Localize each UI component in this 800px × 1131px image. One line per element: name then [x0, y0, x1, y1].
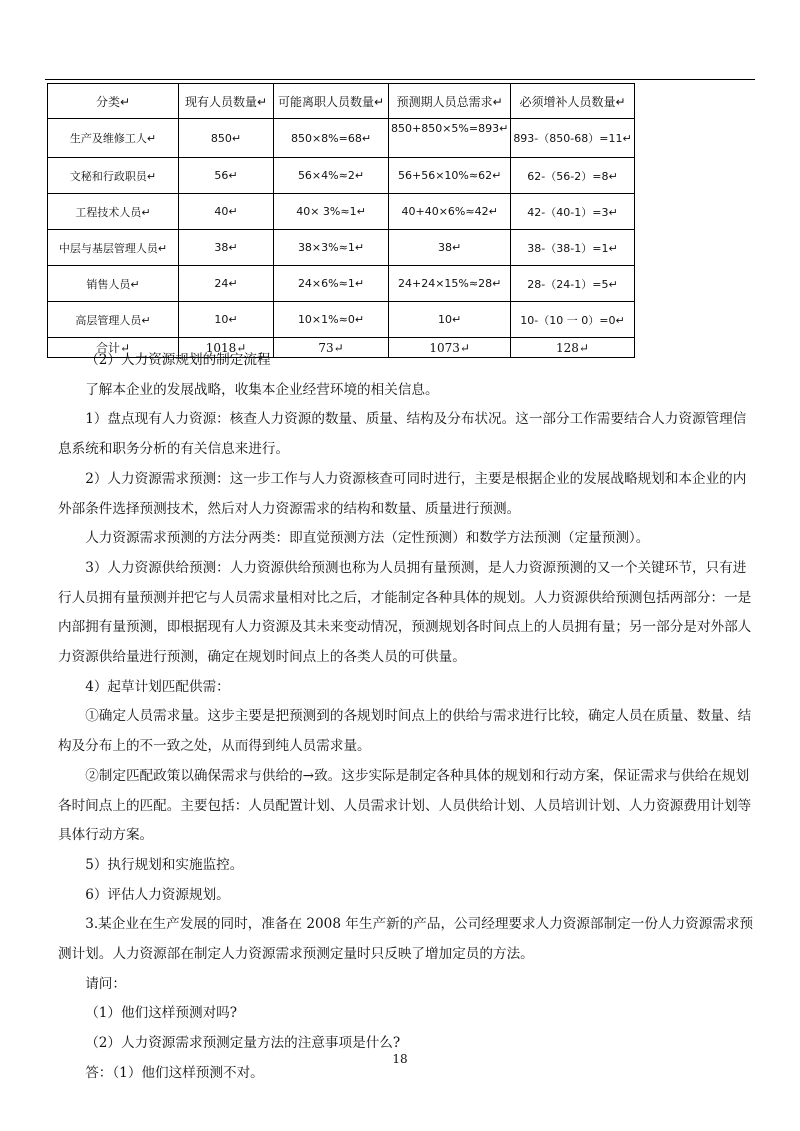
table-cell: 中层与基层管理人员↵: [48, 230, 179, 266]
table-row: [48, 194, 635, 230]
table-cell: 高层管理人员↵: [48, 302, 179, 338]
paragraph: （1）他们这样预测对吗?: [85, 1005, 238, 1022]
header-category: 分类↵: [48, 84, 179, 119]
paragraph: 1）盘点现有人力资源：核查人力资源的数量、质量、结构及分布状况。这一部分工作需要结合人力资源管理信息系统和职务分析的有关信息来进行。: [58, 411, 747, 458]
table-cell: 38-（38-1）=1↵: [511, 230, 634, 266]
header-current: 现有人员数量↵: [179, 84, 274, 119]
paragraph: （2）人力资源规划的制定流程: [85, 352, 271, 368]
total-label: 合计↵: [48, 338, 179, 358]
table-header-row: [48, 84, 635, 119]
table-cell: 38↵: [389, 230, 511, 266]
table-cell: 850×8%=68↵: [274, 119, 389, 158]
table-cell: 40+40×6%≈42↵: [389, 194, 511, 230]
total-demand: 1073↵: [389, 338, 511, 358]
staffing-table: [47, 83, 635, 358]
table-row: [48, 266, 635, 302]
table-row: [48, 119, 635, 158]
table-cell: 24↵: [179, 266, 274, 302]
paragraph: ①确定人员需求量。这步主要是把预测到的各规划时间点上的供给与需求进行比较，确定人员在质量、数量、结构及分布上的不一致之处，从而得到纯人员需求量。: [58, 708, 752, 755]
table-cell: 56+56×10%≈62↵: [389, 158, 511, 194]
table-cell: 40× 3%≈1↵: [274, 194, 389, 230]
paragraph: 3.某企业在生产发展的同时，准备在 2008 年生产新的产品，公司经理要求人力资源部制定一份人力资源需求预测计划。人力资源部在制定人力资源需求预测定量时只反映了增加定员的方法。: [58, 916, 754, 963]
paragraph: 答：（1）他们这样预测不对。: [85, 1064, 264, 1081]
table-cell: 850+850×5%=893↵: [389, 119, 511, 158]
table-cell: 24+24×15%≈28↵: [389, 266, 511, 302]
total-supplement: 128↵: [511, 338, 634, 358]
table-cell: 56↵: [179, 158, 274, 194]
total-current: 1018↵: [179, 338, 274, 358]
table-cell: 28-（24-1）=5↵: [511, 266, 634, 302]
table-row: [48, 158, 635, 194]
table-cell: 工程技术人员↵: [48, 194, 179, 230]
paragraph: 6）评估人力资源规划。: [85, 886, 230, 903]
table-cell: 10×1%≈0↵: [274, 302, 389, 338]
header-leaving: 可能离职人员数量↵: [274, 84, 389, 119]
table-cell: 生产及维修工人↵: [48, 119, 179, 158]
table-cell: 62-（56-2）=8↵: [511, 158, 634, 194]
page-number: 18: [392, 1052, 408, 1066]
body-text: [58, 346, 758, 1089]
paragraph: 了解本企业的发展战略，收集本企业经营环境的相关信息。: [85, 381, 439, 398]
paragraph: ②制定匹配政策以确保需求与供给的→致。这步实际是制定各种具体的规划和行动方案，保证需求与供给在规划各时间点上的匹配。主要包括：人员配置计划、人员需求计划、人员供给计划、人员培训计划、人力资源费用计划等具体行动方案。: [58, 767, 752, 844]
table-cell: 893-（850-68）=11↵: [511, 119, 634, 158]
table-cell: 24×6%≈1↵: [274, 266, 389, 302]
header-supplement: 必须增补人员数量↵: [511, 84, 634, 119]
paragraph: （2）人力资源需求预测定量方法的注意事项是什么?: [85, 1035, 401, 1052]
header-demand: 预测期人员总需求↵: [389, 84, 511, 119]
table-cell: 10-（10 一 0）=0↵: [511, 302, 634, 338]
table-cell: 10↵: [179, 302, 274, 338]
table-cell: 38↵: [179, 230, 274, 266]
table-cell: 10↵: [389, 302, 511, 338]
table-cell: 40↵: [179, 194, 274, 230]
paragraph: 4）起草计划匹配供需：: [85, 678, 230, 695]
table-cell: 文秘和行政职员↵: [48, 158, 179, 194]
table-cell: 38×3%≈1↵: [274, 230, 389, 266]
paragraph: 3）人力资源供给预测：人力资源供给预测也称为人员拥有量预测，是人力资源预测的又一个关键环节，只有进行人员拥有量预测并把它与人员需求量相对比之后，才能制定各种具体的规划。人力资源供给预测包括两部分：一是内部拥有量预测，即根据现有人力资源及其未来变动情况，预测规划各时间点上的人员拥有量；另一部分是对外部人力资源供给量进行预测，确定在规划时间点上的各类人员的可供量。: [58, 559, 752, 666]
table-cell: 56×4%≈2↵: [274, 158, 389, 194]
paragraph: 2）人力资源需求预测：这一步工作与人力资源核查可同时进行，主要是根据企业的发展战略规划和本企业的内外部条件选择预测技术，然后对人力资源需求的结构和数量、质量进行预测。: [58, 470, 747, 517]
paragraph: 请问：: [85, 975, 126, 992]
table-cell: 850↵: [179, 119, 274, 158]
table-cell: 销售人员↵: [48, 266, 179, 302]
total-leaving: 73↵: [274, 338, 389, 358]
paragraph: 人力资源需求预测的方法分两类：即直觉预测方法（定性预测）和数学方法预测（定量预测）。: [85, 530, 650, 547]
header-rule: [45, 79, 755, 80]
paragraph: 5）执行规划和实施监控。: [85, 856, 244, 873]
table-cell: 42-（40-1）=3↵: [511, 194, 634, 230]
table-row: [48, 230, 635, 266]
table-row: [48, 302, 635, 338]
